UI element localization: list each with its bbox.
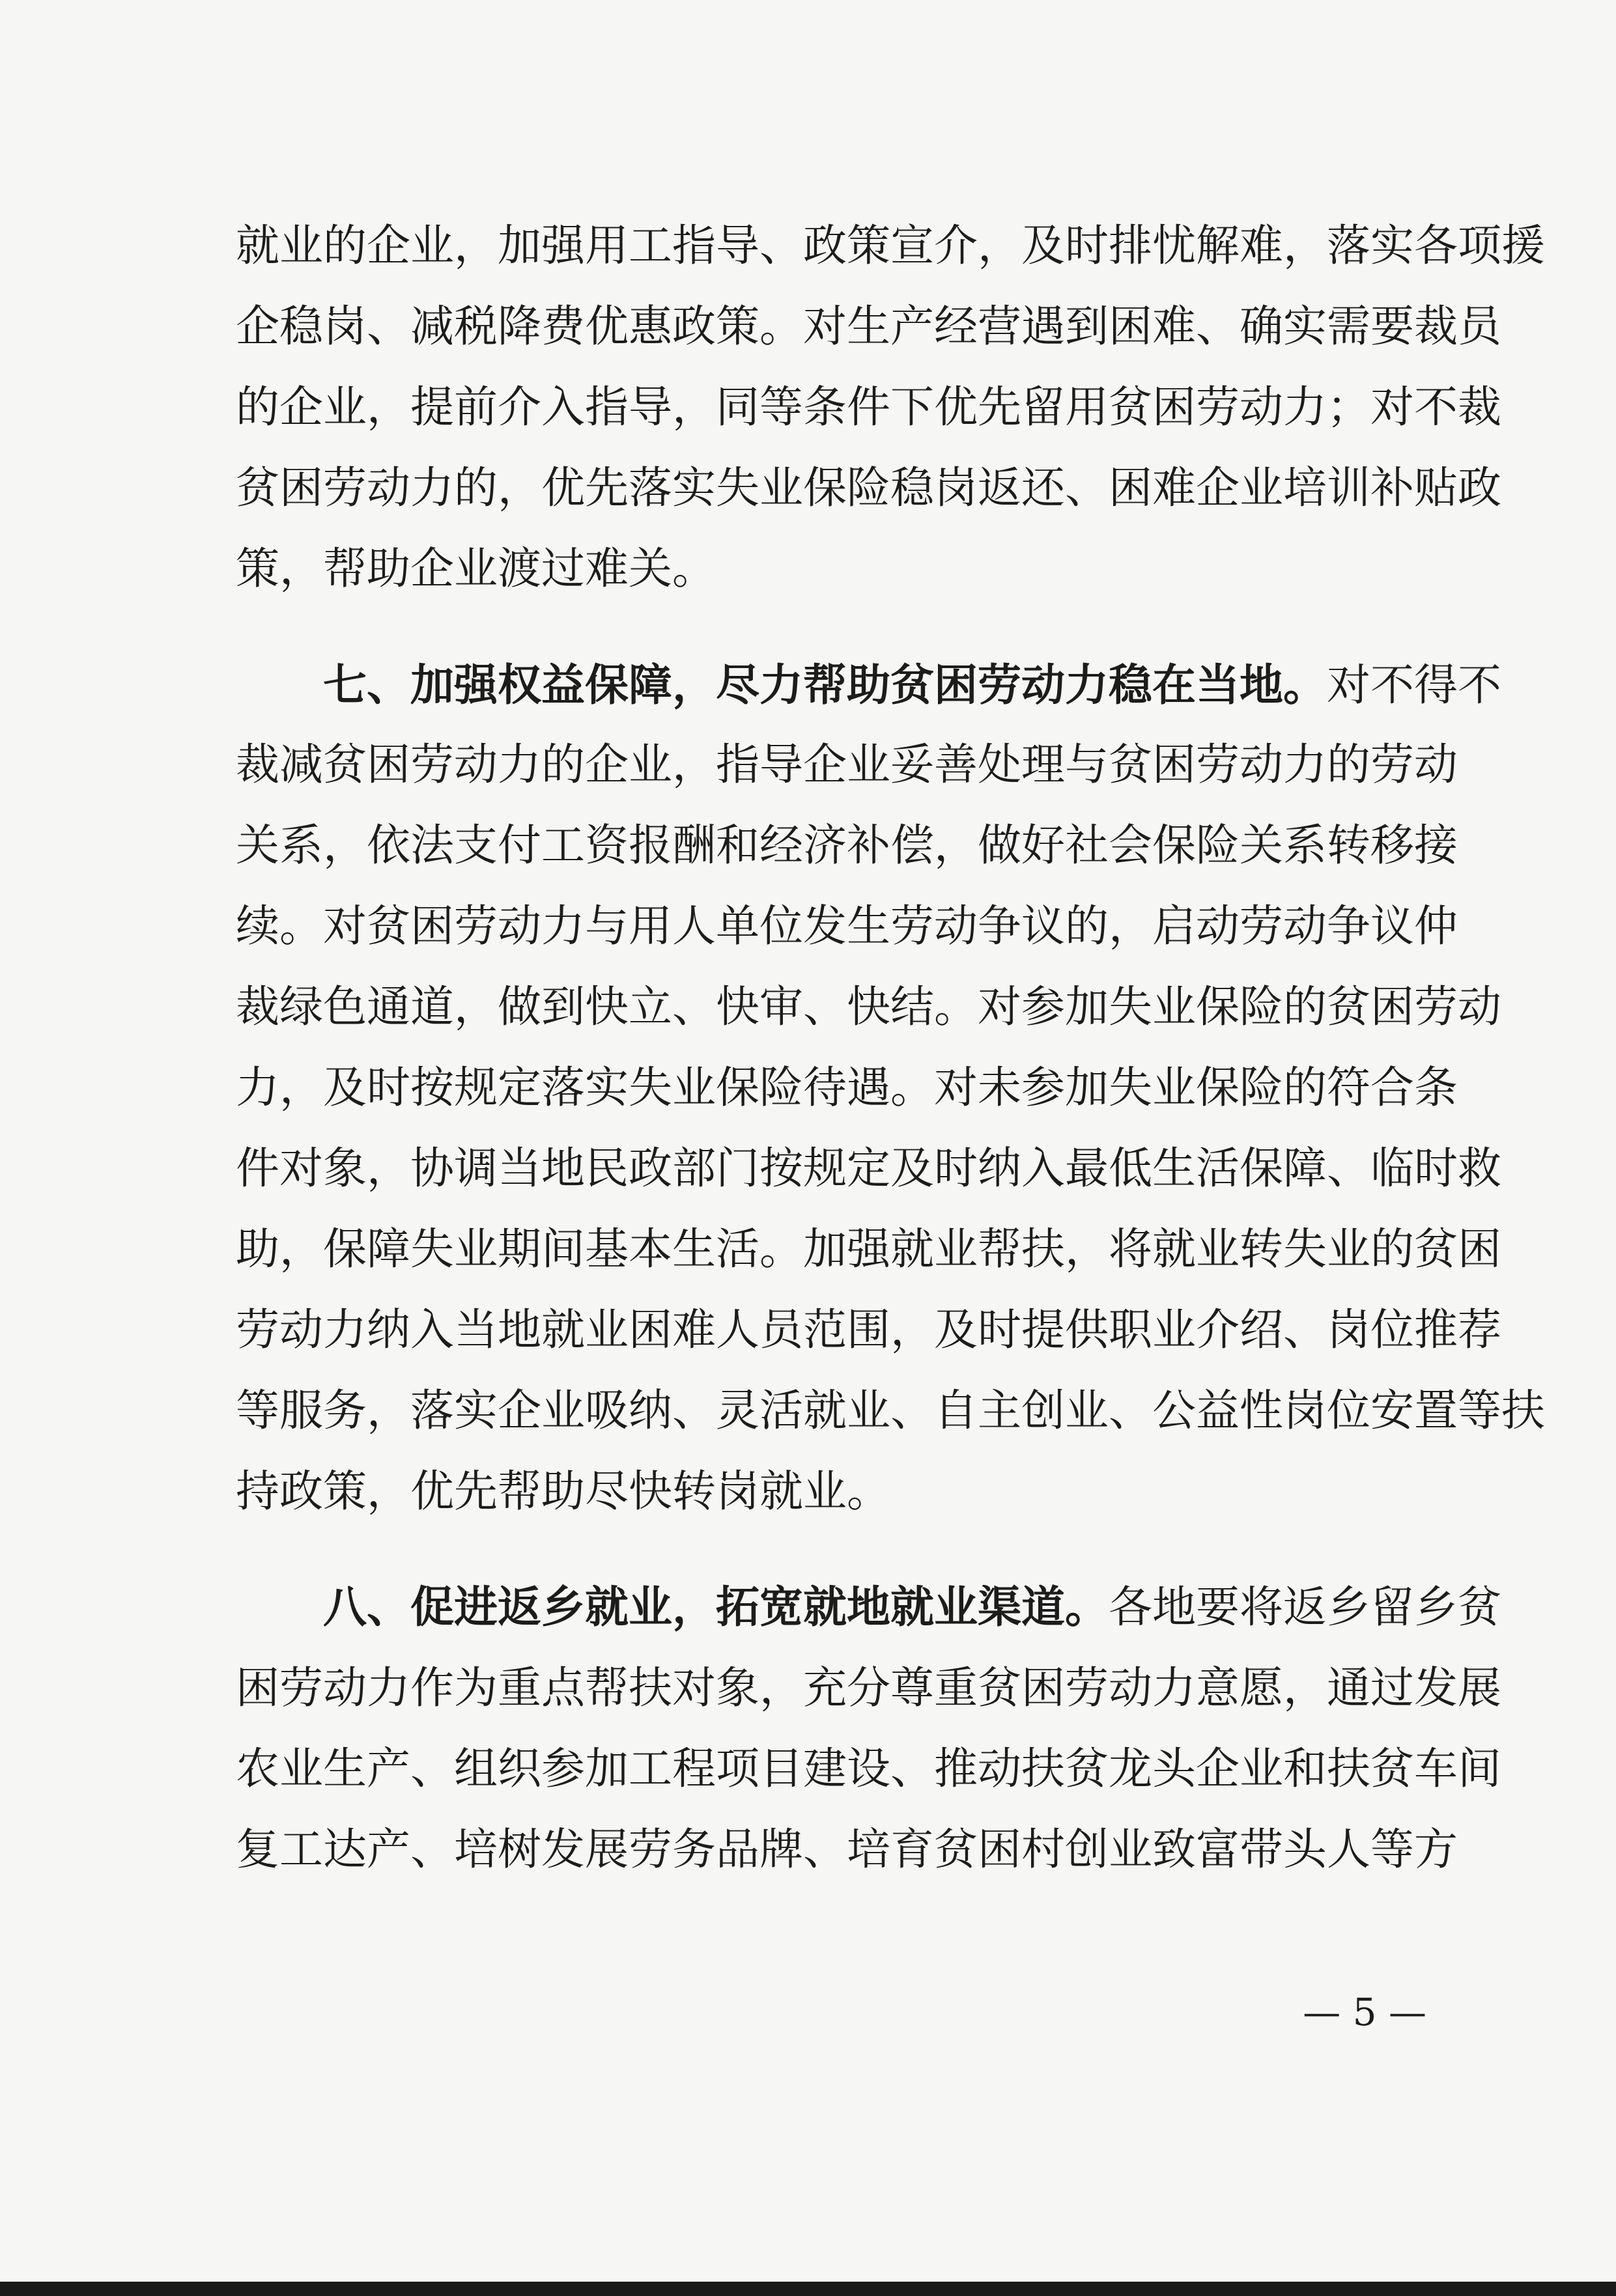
paragraph-line: 农业生产、组织参加工程项目建设、推动扶贫龙头企业和扶贫车间: [236, 1743, 1501, 1794]
paragraph-line: 劳动力纳入当地就业困难人员范围，及时提供职业介绍、岗位推荐: [236, 1304, 1501, 1355]
paragraph-line: 等服务，落实企业吸纳、灵活就业、自主创业、公益性岗位安置等扶: [236, 1385, 1545, 1436]
section-8-first-line: [323, 1571, 1501, 1643]
paragraph-line: 续。对贫困劳动力与用人单位发生劳动争议的，启动劳动争议仲: [236, 901, 1458, 951]
paragraph-line: 困劳动力作为重点帮扶对象，充分尊重贫困劳动力意愿，通过发展: [236, 1662, 1501, 1713]
paragraph-line: 策，帮助企业渡过难关。: [236, 543, 716, 594]
paragraph-line: 裁减贫困劳动力的企业，指导企业妥善处理与贫困劳动力的劳动: [236, 739, 1458, 790]
paragraph-line: 关系，依法支付工资报酬和经济补偿，做好社会保险关系转移接: [236, 820, 1458, 871]
paragraph-line: 的企业，提前介入指导，同等条件下优先留用贫困劳动力；对不裁: [236, 382, 1501, 432]
paragraph-line: 件对象，协调当地民政部门按规定及时纳入最低生活保障、临时救: [236, 1143, 1501, 1194]
section-8-heading: 八、促进返乡就业，拓宽就地就业渠道。: [323, 1582, 1109, 1632]
paragraph-line: 助，保障失业期间基本生活。加强就业帮扶，将就业转失业的贫困: [236, 1224, 1501, 1274]
paragraph-line: 力，及时按规定落实失业保险待遇。对未参加失业保险的符合条: [236, 1062, 1458, 1113]
paragraph-line: 持政策，优先帮助尽快转岗就业。: [236, 1466, 890, 1517]
paragraph-line: 裁绿色通道，做到快立、快审、快结。对参加失业保险的贫困劳动: [236, 981, 1501, 1032]
paragraph-line: 复工达产、培树发展劳务品牌、培育贫困村创业致富带头人等方: [236, 1824, 1458, 1875]
paragraph-line: 企稳岗、减税降费优惠政策。对生产经营遇到困难、确实需要裁员: [236, 301, 1501, 352]
section-7-heading: 七、加强权益保障，尽力帮助贫困劳动力稳在当地。: [323, 660, 1327, 710]
paragraph-line: 就业的企业，加强用工指导、政策宣介，及时排忧解难，落实各项援: [236, 220, 1545, 271]
section-8-first-rest: 各地要将返乡留乡贫: [1109, 1582, 1501, 1632]
section-7-first-line: [323, 649, 1501, 721]
paragraph-line: 贫困劳动力的，优先落实失业保险稳岗返还、困难企业培训补贴政: [236, 462, 1501, 513]
scan-bottom-edge: [0, 2282, 1616, 2296]
section-7-first-rest: 对不得不: [1327, 660, 1501, 710]
page-number: — 5 —: [1303, 1990, 1426, 2034]
